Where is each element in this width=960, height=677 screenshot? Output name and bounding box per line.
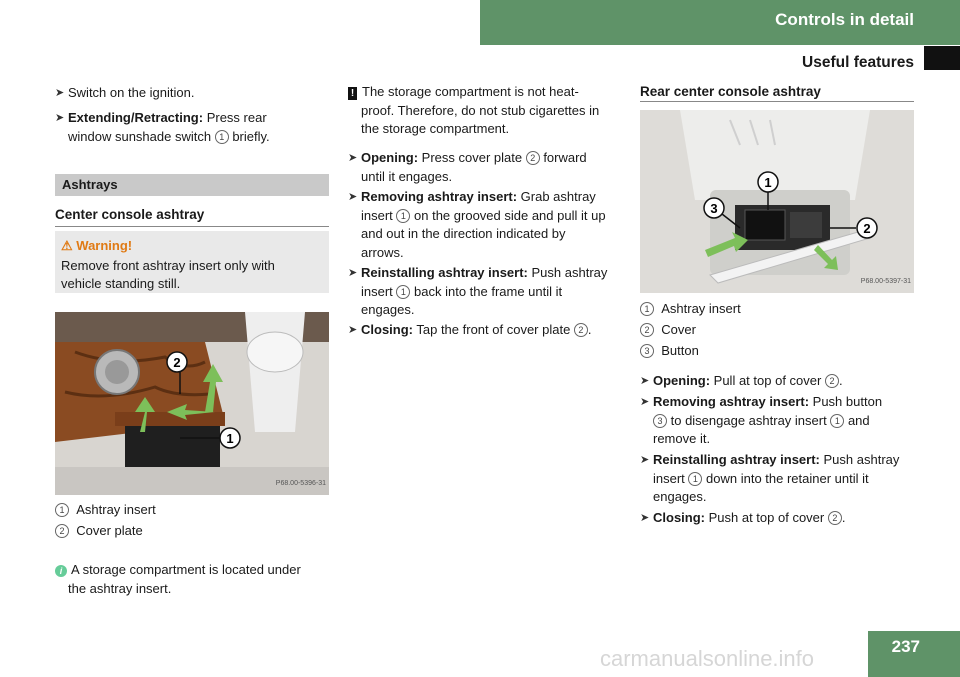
arrow-icon: ➤ (348, 324, 358, 336)
step-reinstalling: ➤ Reinstalling ashtray insert: Push ashtray insert 1 back into the frame until it engages. (348, 265, 608, 317)
warning-line1: Remove front ashtray insert only with (61, 258, 275, 273)
step-opening-rear: ➤ Opening: Pull at top of cover 2 . (640, 372, 933, 391)
subhead-center-console: Center console ashtray (55, 207, 205, 222)
step-reinstalling-rear: ➤ Reinstalling ashtray insert: Push ashtray insert 1 down into the retainer until it engages. (640, 452, 900, 504)
arrow-icon: ➤ (348, 191, 358, 203)
legend-item: 3 Button (640, 342, 699, 361)
info-icon: i (55, 565, 67, 577)
step-removing-rear: ➤ Removing ashtray insert: Push button 3 to disengage ashtray insert 1 and remove it. (640, 394, 883, 446)
legend-item: 2 Cover plate (55, 522, 143, 541)
svg-text:1: 1 (226, 431, 234, 446)
legend-item: 2 Cover (640, 321, 696, 340)
warning-heading: ⚠ Warning! (61, 238, 133, 253)
step-closing-rear: ➤ Closing: Push at top of cover 2 . (640, 509, 933, 528)
svg-text:3: 3 (710, 201, 718, 216)
arrow-icon: ➤ (55, 87, 65, 99)
arrow-icon: ➤ (640, 375, 650, 387)
rear-ashtray-image (640, 110, 914, 293)
header-tab-marker (924, 46, 960, 70)
section-bar-ashtrays: Ashtrays (55, 174, 329, 196)
legend-item: 1 Ashtray insert (640, 300, 741, 319)
image-code: P68.00-5396-31 (275, 479, 326, 487)
watermark: carmanualsonline.info (600, 646, 815, 671)
arrow-icon: ➤ (348, 267, 358, 279)
warning-box (55, 231, 329, 293)
front-ashtray-image (55, 312, 329, 495)
step-removing: ➤ Removing ashtray insert: Grab ashtray insert 1 on the grooved side and pull it up and out in the direction indicated by arrows. (348, 189, 606, 260)
step-switch-ignition: ➤ Switch on the ignition. (55, 84, 194, 103)
svg-text:1: 1 (764, 175, 772, 190)
divider (640, 101, 914, 102)
warning-line2: vehicle standing still. (61, 276, 181, 291)
svg-text:2: 2 (863, 221, 871, 236)
notice-block: ! The storage compartment is not heat- proof. Therefore, do not stub cigarettes in the storage compartment. (348, 83, 628, 139)
arrow-icon: ➤ (640, 454, 650, 466)
svg-text:2: 2 (173, 355, 181, 370)
legend-item: 1 Ashtray insert (55, 501, 156, 520)
warning-triangle-icon: ⚠ (61, 238, 73, 253)
exclamation-icon: ! (348, 87, 357, 100)
step-extending: ➤ Extending/Retracting: Press rear window sunshade switch 1 briefly. (55, 110, 270, 144)
subsection-title: Useful features (802, 54, 914, 71)
section-title: Controls in detail (775, 10, 914, 29)
arrow-icon: ➤ (55, 112, 65, 124)
divider (55, 226, 329, 227)
info-note: i A storage compartment is located under the ashtray insert. (55, 561, 330, 598)
arrow-icon: ➤ (348, 152, 358, 164)
image-code: P68.00-5397-31 (860, 277, 911, 285)
page-number: 237 (891, 637, 920, 656)
step-closing: ➤ Closing: Tap the front of cover plate 2 . (348, 321, 641, 340)
arrow-icon: ➤ (640, 396, 650, 408)
arrow-icon: ➤ (640, 512, 650, 524)
subhead-rear-console: Rear center console ashtray (640, 84, 821, 99)
step-opening: ➤ Opening: Press cover plate 2 forward until it engages. (348, 150, 587, 184)
